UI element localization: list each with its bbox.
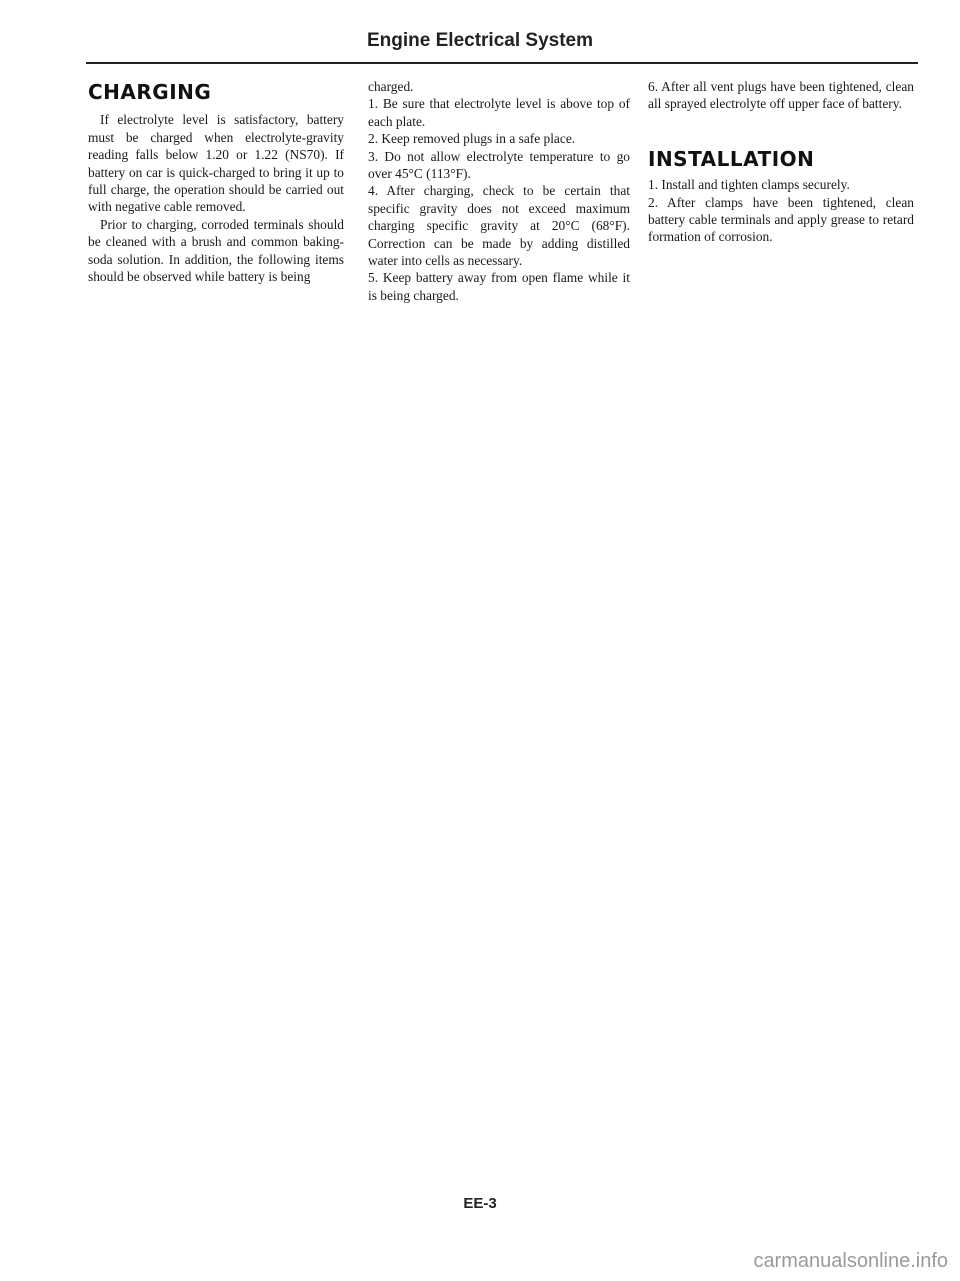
charging-paragraph-1: If electrolyte level is satisfactory, battery must be charged when electrolyte-gravity reading falls below 1.20 or 1.22 (NS70). If battery on car is quick-charged to bring it up to full charge, the operation should be carried out with negative cable removed. bbox=[88, 112, 344, 215]
charging-step-6: 6. After all vent plugs have been tightened, clean all sprayed electrolyte off upper face of battery. bbox=[648, 79, 914, 112]
watermark: carmanualsonline.info bbox=[753, 1250, 948, 1272]
charging-step-2: 2. Keep removed plugs in a safe place. bbox=[368, 131, 576, 147]
installation-heading: INSTALLATION bbox=[648, 146, 815, 171]
charging-step-4: 4. After charging, check to be certain that specific gravity does not exceed maximum charging specific gravity at 20°C (68°F). Correction can be made by adding distilled water into cells as necessary. bbox=[368, 183, 630, 269]
charging-step-5: 5. Keep battery away from open flame while it is being charged. bbox=[368, 270, 630, 303]
charging-heading: CHARGING bbox=[88, 80, 212, 104]
installation-step-1: 1. Install and tighten clamps securely. bbox=[648, 177, 850, 193]
charging-step-1: 1. Be sure that electrolyte level is above top of each plate. bbox=[368, 96, 630, 129]
charging-paragraph-2: Prior to charging, corroded terminals should be cleaned with a brush and common baking-soda solution. In addition, the following items should be observed while battery is being bbox=[88, 216, 344, 285]
installation-step-2: 2. After clamps have been tightened, clean battery cable terminals and apply grease to retard formation of corrosion. bbox=[648, 194, 914, 245]
page-number: EE-3 bbox=[463, 1195, 497, 1212]
column-2 bbox=[368, 78, 630, 304]
page-header-title: Engine Electrical System bbox=[367, 30, 593, 51]
column-3 bbox=[648, 78, 914, 246]
charging-continuation: charged. bbox=[368, 79, 414, 94]
header-rule bbox=[86, 62, 918, 64]
charging-step-3: 3. Do not allow electrolyte temperature to go over 45°C (113°F). bbox=[368, 148, 630, 182]
column-1 bbox=[88, 78, 344, 285]
